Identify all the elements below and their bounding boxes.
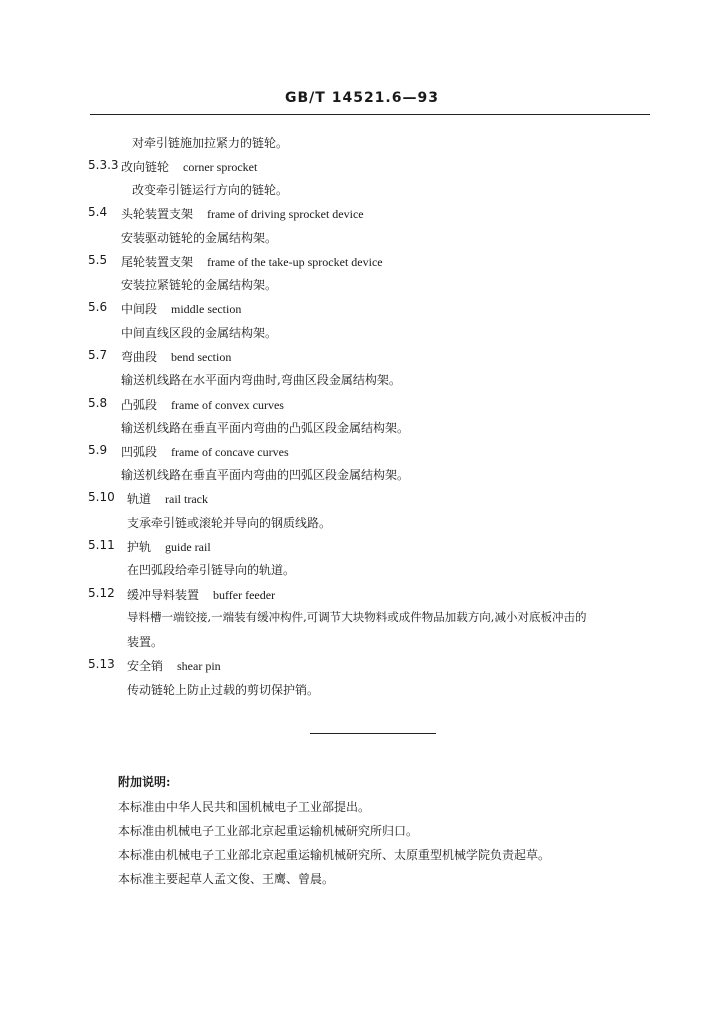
entry-term-en: bend section: [171, 350, 232, 364]
entry-term-en: frame of the take-up sprocket device: [207, 255, 383, 269]
entry-number: 5.12: [88, 586, 115, 600]
entry-desc: 在凹弧段给牵引链导向的轨道。: [127, 563, 296, 577]
entry-desc: 中间直线区段的金属结构架。: [121, 326, 278, 340]
entry-term: [121, 396, 284, 413]
entry-number: 5.9: [88, 443, 108, 457]
end-rule: [310, 733, 436, 734]
entry-number: 5.8: [88, 396, 108, 410]
entry-term: [127, 490, 208, 507]
entry-desc: 支承牵引链或滚轮并导向的钢质线路。: [127, 516, 332, 530]
note-line: 本标准主要起草人孟文俊、王鹰、曾晨。: [118, 872, 335, 886]
entry-term-cn: 中间段: [121, 302, 158, 316]
note-line: 本标准由机械电子工业部北京起重运输机械研究所归口。: [118, 824, 419, 838]
entry-term-cn: 凹弧段: [121, 445, 158, 459]
entry-term-en: frame of convex curves: [171, 398, 284, 412]
entry-term-cn: 轨道: [127, 492, 152, 506]
entry-term: [121, 443, 289, 460]
entry-number: 5.11: [88, 538, 115, 552]
entry-term: [121, 253, 383, 270]
entry-desc: 输送机线路在垂直平面内弯曲的凸弧区段金属结构架。: [121, 421, 410, 435]
entry-desc: 改变牵引链运行方向的链轮。: [132, 183, 289, 197]
entry-desc: 安装驱动链轮的金属结构架。: [121, 231, 278, 245]
entry-number: 5.10: [88, 490, 115, 504]
entry-desc: 输送机线路在垂直平面内弯曲的凹弧区段金属结构架。: [121, 468, 410, 482]
entry-number: 5.5: [88, 253, 108, 267]
entry-term: [121, 300, 241, 317]
entry-number: 5.3.3: [88, 158, 119, 172]
entry-desc: 传动链轮上防止过载的剪切保护销。: [127, 683, 320, 697]
entry-desc: 安装拉紧链轮的金属结构架。: [121, 278, 278, 292]
header-rule: [90, 114, 650, 115]
entry-term-en: frame of concave curves: [171, 445, 289, 459]
entry-term-cn: 弯曲段: [121, 350, 158, 364]
entry-number: 5.7: [88, 348, 108, 362]
entry-term-en: guide rail: [165, 540, 211, 554]
entry-term-en: rail track: [165, 492, 208, 506]
entry-term-en: corner sprocket: [183, 160, 258, 174]
standard-code: GB/T 14521.6—93: [285, 90, 439, 106]
entry-term: [127, 538, 211, 555]
entry-desc-continuation: 装置。: [127, 635, 164, 649]
entry-term-cn: 改向链轮: [121, 160, 170, 174]
entry-term-en: frame of driving sprocket device: [207, 207, 364, 221]
entry-term: [121, 158, 257, 175]
entry-term-cn: 缓冲导料装置: [127, 588, 200, 602]
entry-term: [121, 348, 231, 365]
note-line: 本标准由机械电子工业部北京起重运输机械研究所、太原重型机械学院负责起草。: [118, 848, 551, 862]
entry-number: 5.6: [88, 300, 108, 314]
entry-number: 5.13: [88, 657, 115, 671]
entry-term-en: buffer feeder: [213, 588, 276, 602]
note-line: 本标准由中华人民共和国机械电子工业部提出。: [118, 800, 371, 814]
entry-term-cn: 凸弧段: [121, 398, 158, 412]
entry-term-cn: 护轨: [127, 540, 152, 554]
entry-number: 5.4: [88, 205, 108, 219]
entry-term-en: shear pin: [177, 659, 221, 673]
entry-term-cn: 头轮装置支架: [121, 207, 194, 221]
entry-desc: 导料槽一端铰接,一端装有缓冲构件,可调节大块物料或成件物品加载方向,减小对底板冲击的: [127, 610, 587, 624]
entry-term: [127, 657, 221, 674]
entry-term-cn: 安全销: [127, 659, 164, 673]
entry-term: [127, 586, 275, 603]
entry-term-en: middle section: [171, 302, 242, 316]
notes-title: 附加说明:: [118, 775, 171, 789]
entry-term-cn: 尾轮装置支架: [121, 255, 194, 269]
entry-desc: 输送机线路在水平面内弯曲时,弯曲区段金属结构架。: [121, 373, 401, 387]
entry-term: [121, 205, 364, 222]
entry-desc: 对牵引链施加拉紧力的链轮。: [132, 136, 289, 150]
